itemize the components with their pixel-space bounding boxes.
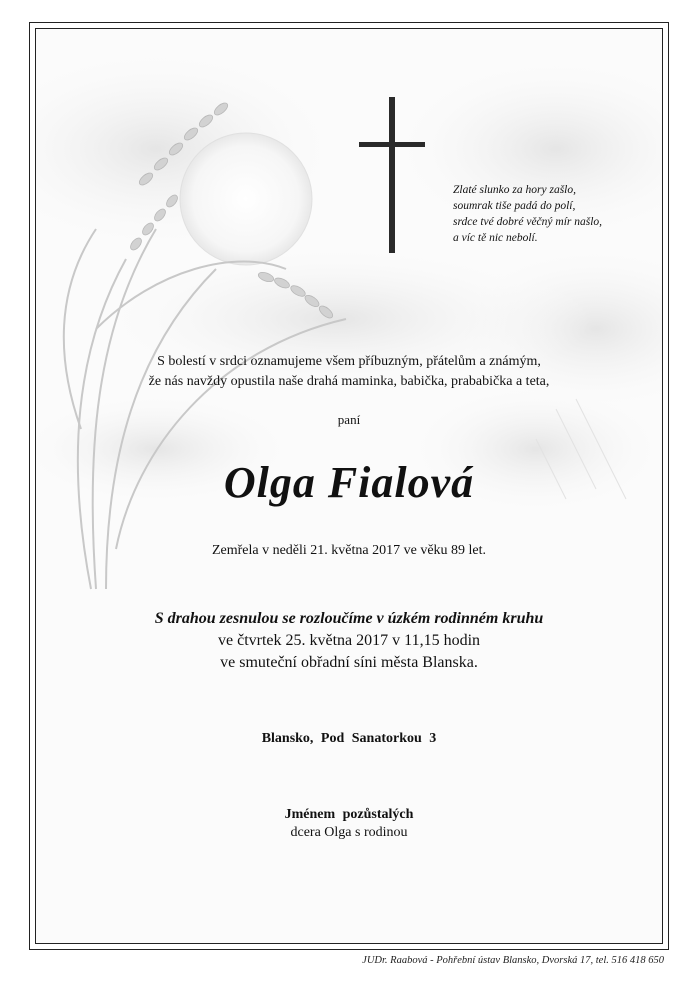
poem-line: srdce tvé dobré věčný mír našlo,	[453, 216, 603, 228]
address: Blansko, Pod Sanatorkou 3	[261, 731, 437, 746]
poem-line: a víc tě nic nebolí.	[453, 232, 538, 244]
title-prefix: paní	[337, 412, 361, 427]
signature-family: dcera Olga s rodinou	[290, 825, 408, 840]
poem-line: soumrak tiše padá do polí,	[453, 200, 576, 212]
farewell-place: ve smuteční obřadní síni města Blanska.	[220, 654, 478, 671]
deceased-name: Olga Fialová	[223, 458, 475, 507]
poem	[453, 182, 653, 246]
farewell-info	[35, 608, 663, 674]
poem-line: Zlaté slunko za hory zašlo,	[453, 184, 576, 196]
announcement-line: S bolestí v srdci oznamujeme všem příbuzným, přátelům a známým,	[157, 354, 541, 369]
signature	[35, 806, 663, 842]
announcement-line: že nás navždy opustila naše drahá maminka, babička, prababička a teta,	[148, 374, 550, 389]
farewell-heading: S drahou zesnulou se rozloučíme v úzkém rodinném kruhu	[154, 610, 544, 627]
death-info: Zemřela v neděli 21. května 2017 ve věku 89 let.	[211, 543, 487, 558]
footer-credit: JUDr. Raabová - Pohřební ústav Blansko, Dvorská 17, tel. 516 418 650	[362, 955, 664, 966]
announcement	[35, 352, 663, 392]
signature-heading: Jménem pozůstalých	[284, 807, 414, 822]
farewell-date: ve čtvrtek 25. května 2017 v 11,15 hodin	[217, 632, 481, 649]
